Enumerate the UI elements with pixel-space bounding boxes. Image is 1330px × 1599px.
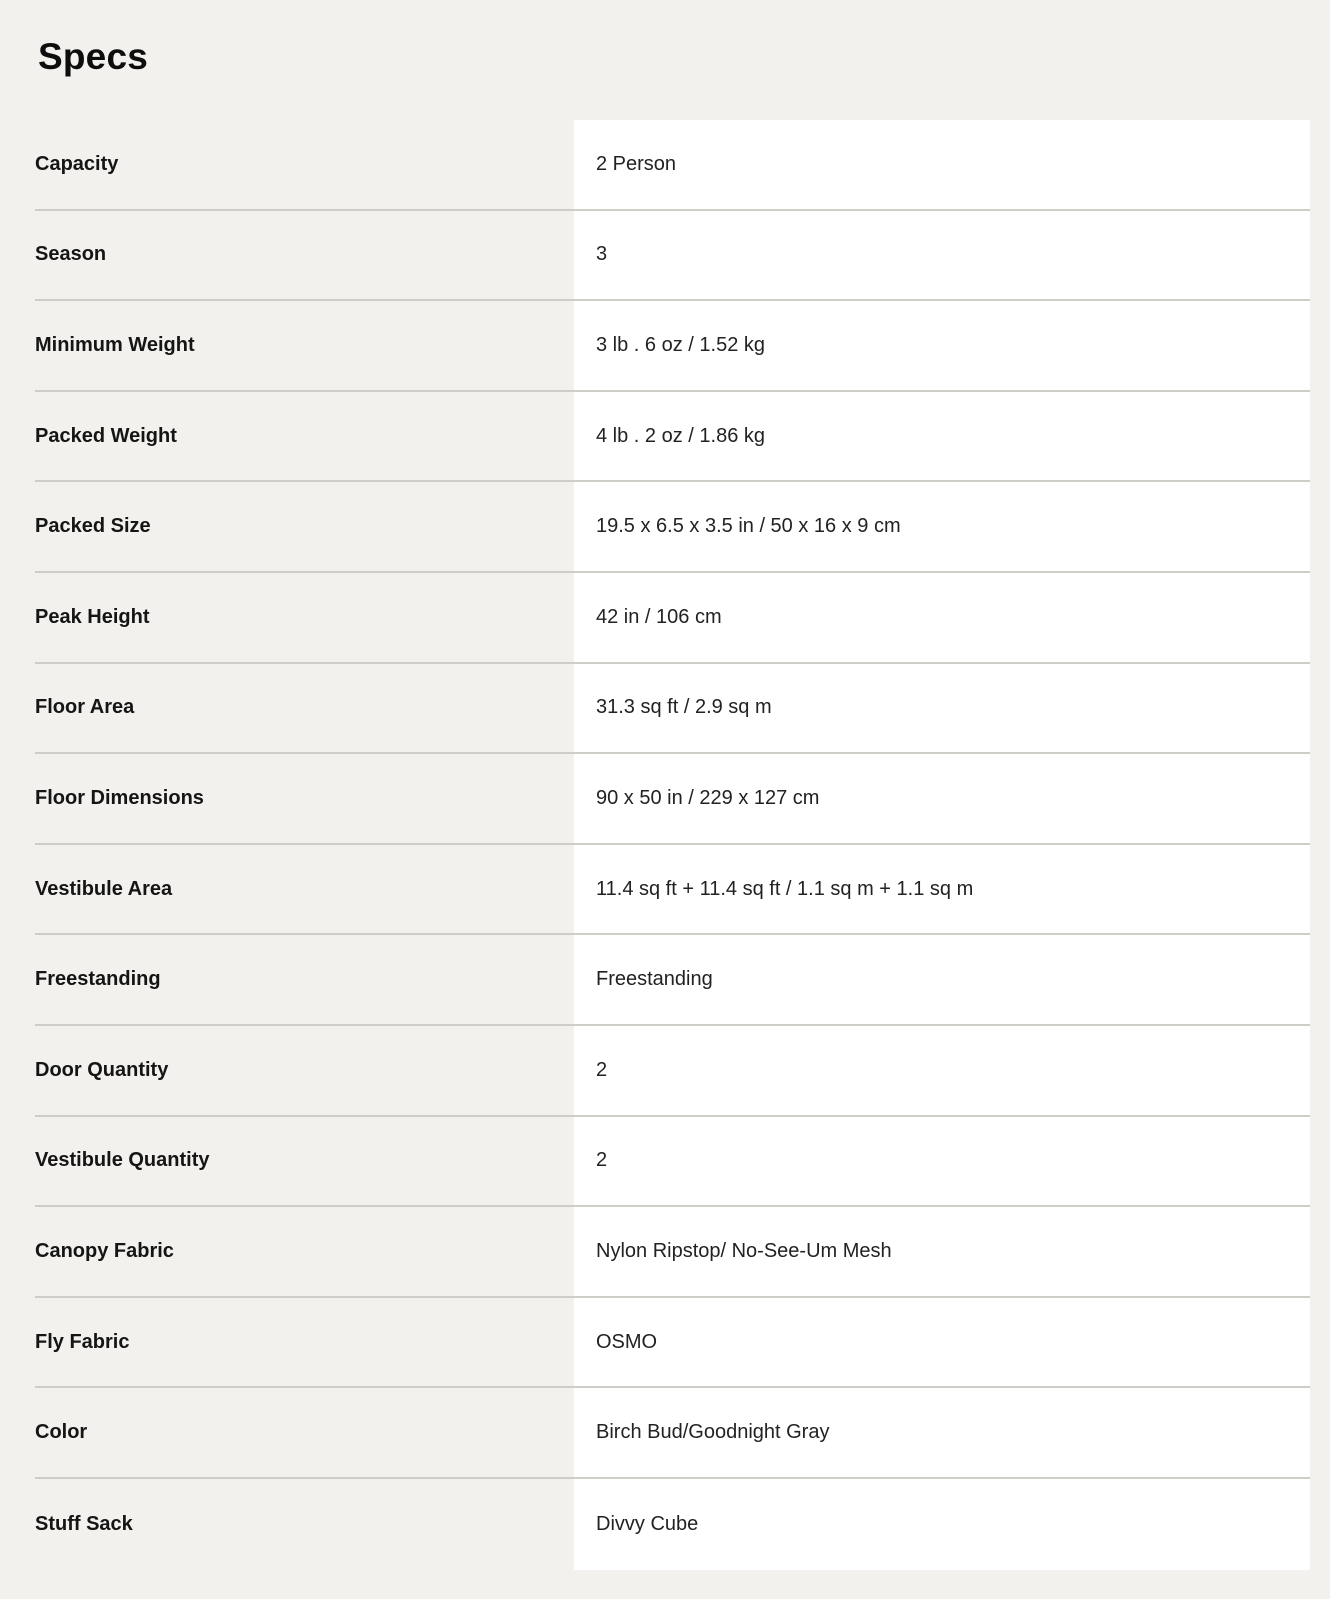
- spec-row-peak-height: [35, 573, 1310, 664]
- spec-label: Floor Area: [35, 696, 135, 719]
- spec-row-color: [35, 1388, 1310, 1479]
- spec-label: Stuff Sack: [35, 1512, 133, 1535]
- spec-value: Divvy Cube: [574, 1479, 1310, 1570]
- spec-value: 2 Person: [574, 120, 1310, 209]
- spec-label: Vestibule Quantity: [35, 1149, 210, 1172]
- spec-row-packed-weight: [35, 392, 1310, 483]
- spec-row-season: [35, 211, 1310, 302]
- spec-row-fly-fabric: [35, 1298, 1310, 1389]
- spec-value: 2: [574, 1117, 1310, 1206]
- spec-label: Color: [35, 1421, 88, 1444]
- spec-value: 42 in / 106 cm: [574, 573, 1310, 662]
- spec-row-freestanding: [35, 935, 1310, 1026]
- spec-label: Floor Dimensions: [35, 786, 204, 809]
- spec-label: Season: [35, 243, 107, 266]
- spec-row-minimum-weight: [35, 301, 1310, 392]
- specs-table: [35, 120, 1310, 1570]
- spec-row-canopy-fabric: [35, 1207, 1310, 1298]
- spec-value: Freestanding: [574, 935, 1310, 1024]
- spec-label: Door Quantity: [35, 1058, 169, 1081]
- spec-value: 90 x 50 in / 229 x 127 cm: [574, 754, 1310, 843]
- spec-row-stuff-sack: [35, 1479, 1310, 1570]
- spec-row-vestibule-area: [35, 845, 1310, 936]
- spec-row-vestibule-quantity: [35, 1117, 1310, 1208]
- spec-row-door-quantity: [35, 1026, 1310, 1117]
- spec-row-capacity: [35, 120, 1310, 211]
- spec-label: Freestanding: [35, 968, 161, 991]
- spec-row-floor-area: [35, 664, 1310, 755]
- spec-label: Peak Height: [35, 605, 150, 628]
- spec-row-floor-dimensions: [35, 754, 1310, 845]
- spec-value: 19.5 x 6.5 x 3.5 in / 50 x 16 x 9 cm: [574, 482, 1310, 571]
- page-title: Specs: [38, 36, 149, 77]
- spec-label: Minimum Weight: [35, 333, 195, 356]
- spec-value: 3 lb . 6 oz / 1.52 kg: [574, 301, 1310, 390]
- spec-label: Capacity: [35, 152, 119, 175]
- spec-label: Canopy Fabric: [35, 1239, 174, 1262]
- spec-label: Packed Weight: [35, 424, 177, 447]
- spec-value: Birch Bud/Goodnight Gray: [574, 1388, 1310, 1477]
- spec-label: Packed Size: [35, 515, 151, 538]
- spec-value: 4 lb . 2 oz / 1.86 kg: [574, 392, 1310, 481]
- spec-label: Fly Fabric: [35, 1330, 130, 1353]
- spec-value: 31.3 sq ft / 2.9 sq m: [574, 664, 1310, 753]
- spec-value: 11.4 sq ft + 11.4 sq ft / 1.1 sq m + 1.1 sq m: [574, 845, 1310, 934]
- spec-value: OSMO: [574, 1298, 1310, 1387]
- spec-value: 3: [574, 211, 1310, 300]
- spec-value: Nylon Ripstop/ No-See-Um Mesh: [574, 1207, 1310, 1296]
- spec-value: 2: [574, 1026, 1310, 1115]
- spec-label: Vestibule Area: [35, 877, 173, 900]
- spec-row-packed-size: [35, 482, 1310, 573]
